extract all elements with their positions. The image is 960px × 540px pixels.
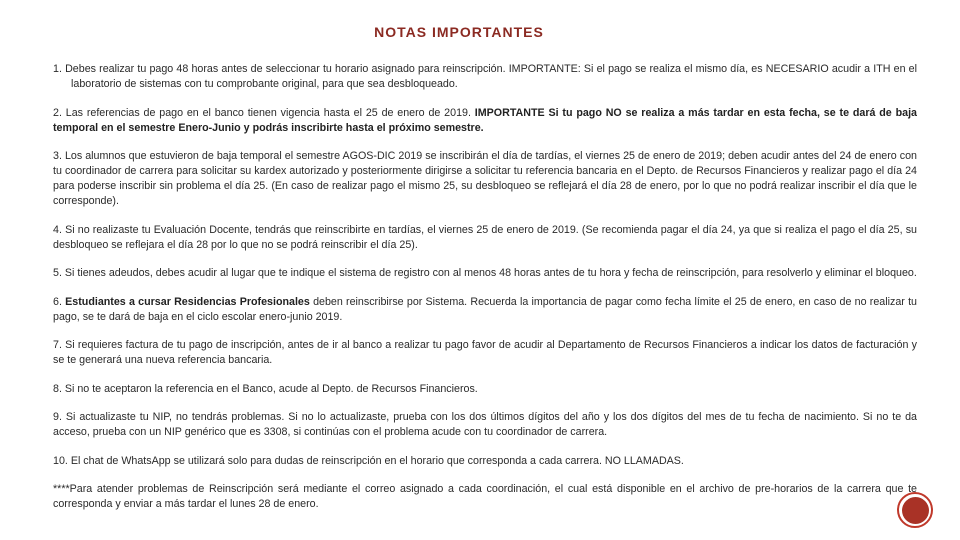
note-text: 8. Si no te aceptaron la referencia en el Banco, acude al Depto. de Recursos Financieros. <box>53 382 478 395</box>
note-text: 3. Los alumnos que estuvieron de baja temporal el semestre AGOS-DIC 2019 se inscribirán el día de tardías, el viernes 25 de enero de 2019; deben acudir antes del 24 de enero con tu coordinador de carrera para solicitar su kardex autorizado y posteriormente dirigirse a solicitar tu referencia bancaria en el Depto. de Recursos Financieros y realizar pago el día 24 para poderse inscribir sin problema el día 25. (En caso de realizar pago el mismo 25, su desbloqueo se reflejará el día 28 de enero, por lo que no podrá realizar inscribir el día que le corresponde). <box>53 150 917 207</box>
note-text: ****Para atender problemas de Reinscripción será mediante el correo asignado a cada coordinación, el cual está disponible en el archivo de pre-horarios de la carrera que te corresponda y enviar a más tardar el lunes 28 de enero. <box>53 483 917 510</box>
note-text: 2. Las referencias de pago en el banco tienen vigencia hasta el 25 de enero de 2019. <box>53 106 471 119</box>
note-1 <box>53 62 917 92</box>
note-text: 5. Si tienes adeudos, debes acudir al lugar que te indique el sistema de registro con al menos 48 horas antes de tu hora y fecha de reinscripción, para resolverlo y eliminar el bloqueo. <box>53 267 917 279</box>
note-number: 6. <box>53 295 62 308</box>
slide-badge-icon <box>897 492 933 528</box>
badge-dot <box>902 497 929 524</box>
note-emphasis: IMPORTANTE Si tu pago NO se realiza a más tardar en esta fecha, se te dará de baja temporal en el semestre Enero-Junio y podrás inscribirte hasta el próximo semestre. <box>53 106 917 134</box>
note-emphasis: Estudiantes a cursar Residencias Profesionales <box>65 295 310 308</box>
note-9 <box>53 410 917 440</box>
note-text: 4. Si no realizaste tu Evaluación Docente, tendrás que reinscribirte en tardías, el viernes 25 de enero de 2019. (Se recomienda pagar el día 24, ya que si realiza el pago el día 25, su desbloqueo se reflejara el día 28 por lo que no se podrá reinscribir el día 25). <box>53 223 917 251</box>
note-10 <box>53 454 917 469</box>
note-8 <box>53 382 917 397</box>
note-text: 1. Debes realizar tu pago 48 horas antes de seleccionar tu horario asignado para reinscripción. IMPORTANTE: Si el pago se realiza el mismo día, es NECESARIO acudir a ITH en el laboratorio de sistemas con tu comprobante original, para que sea desbloqueado. <box>53 63 917 90</box>
note-4 <box>53 223 917 253</box>
note-7 <box>53 338 917 368</box>
note-6 <box>53 295 917 325</box>
page-title: NOTAS IMPORTANTES <box>374 24 544 40</box>
note-text: 9. Si actualizaste tu NIP, no tendrás problemas. Si no lo actualizaste, prueba con los dos últimos dígitos del año y los dos dígitos del mes de tu fecha de nacimiento. Si no te da acceso, prueba con un NIP genérico que es 3308, si continúas con el problema acude con tu coordinador de carrera. <box>53 411 917 438</box>
note-text: 7. Si requieres factura de tu pago de inscripción, antes de ir al banco a realizar tu pago favor de acudir al Departamento de Recursos Financieros a indicar los datos de facturación y se te generará una nueva referencia bancaria. <box>53 339 917 366</box>
note-text: 10. El chat de WhatsApp se utilizará solo para dudas de reinscripción en el horario que corresponda a cada carrera. NO LLAMADAS. <box>53 454 684 467</box>
note-5 <box>53 266 917 281</box>
note-text: deben reinscribirse por Sistema. Recuerda la importancia de pagar como fecha límite el 25 de enero, en caso de no realizar tu pago, se te dará de baja en el ciclo escolar enero-junio 2019. <box>53 295 917 323</box>
note-footer <box>53 482 917 512</box>
notes-list <box>53 62 917 526</box>
note-3 <box>53 149 917 209</box>
note-2 <box>53 106 917 136</box>
